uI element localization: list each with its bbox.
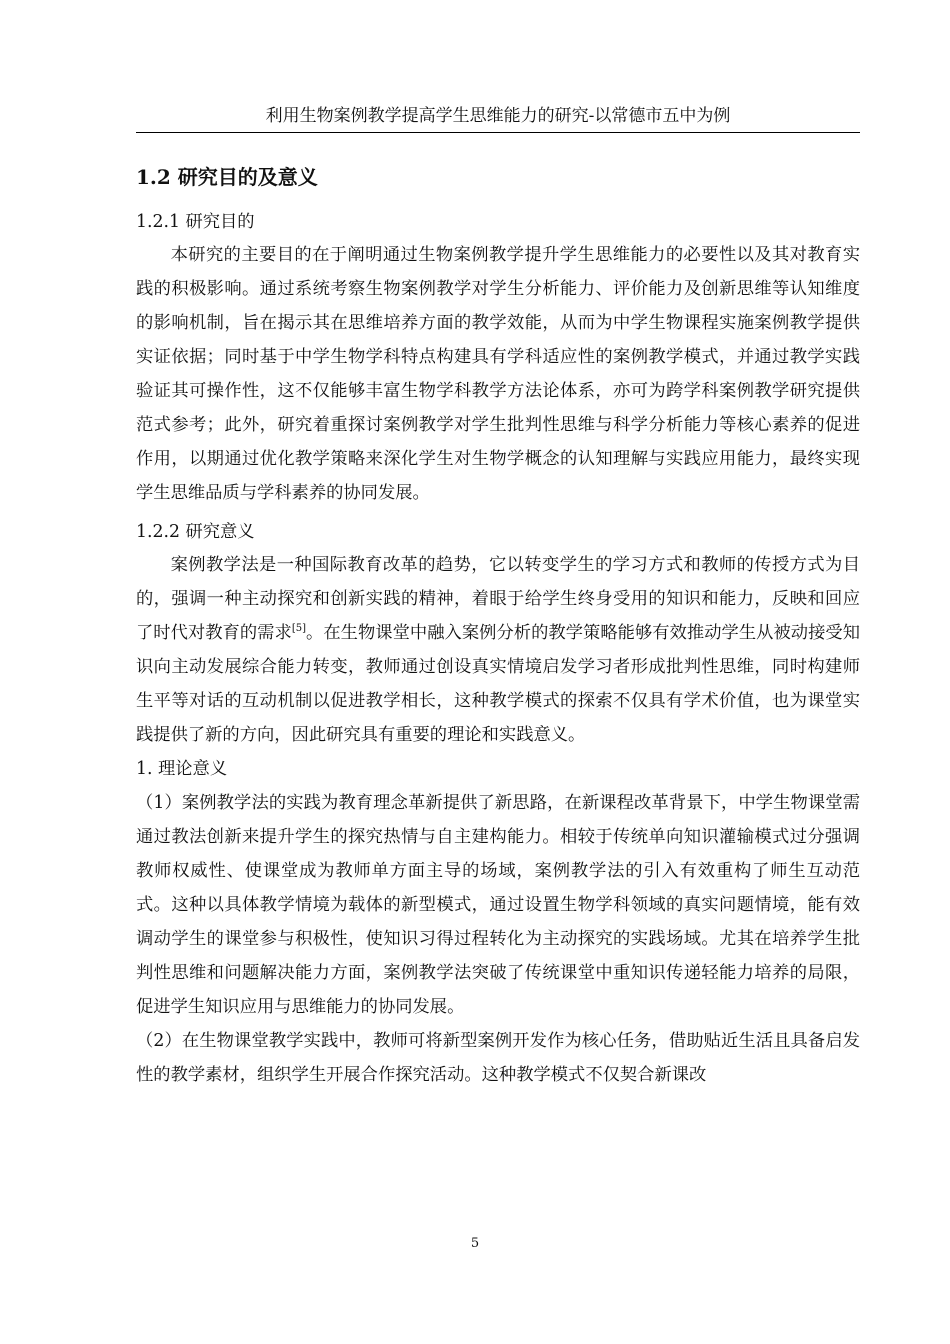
theory-item-2: （2）在生物课堂教学实践中，教师可将新型案例开发作为核心任务，借助贴近生活且具备启发性的教学素材，组织学生开展合作探究活动。这种教学模式不仅契合新课改 (136, 1031, 860, 1085)
subsection-heading-significance: 1.2.2 研究意义 (136, 522, 255, 542)
theory-item-1: （1）案例教学法的实践为教育理念革新提供了新思路，在新课程改革背景下，中学生物课堂需通过教法创新来提升学生的探究热情与自主建构能力。相较于传统单向知识灌输模式过分强调教师权威性、使课堂成为教师单方面主导的场域，案例教学法的引入有效重构了师生互动范式。这种以具体教学情境为载体的新型模式，通过设置生物学科领域的真实问题情境，能有效调动学生的课堂参与积极性，使知识习得过程转化为主动探究的实践场域。尤其在培养学生批判性思维和问题解决能力方面，案例教学法突破了传统课堂中重知识传递轻能力培养的局限，促进学生知识应用与思维能力的协同发展。 (136, 793, 860, 1017)
page-number: 5 (470, 1236, 480, 1251)
theory-significance-title: 1. 理论意义 (136, 759, 228, 779)
significance-text-1: 案例教学法是一种国际教育改革的趋势，它以转变学生的学习方式和教师的传授方式为目的，强调一种主动探究和创新实践的精神，着眼于给学生终身受用的知识和能力，反映和回应了时代对教育的需求 (136, 555, 860, 643)
purpose-paragraph: 本研究的主要目的在于阐明通过生物案例教学提升学生思维能力的必要性以及其对教育实践的积极影响。通过系统考察生物案例教学对学生分析能力、评价能力及创新思维等认知维度的影响机制，旨在揭示其在思维培养方面的教学效能，从而为中学生物课程实施案例教学提供实证依据；同时基于中学生物学科特点构建具有学科适应性的案例教学模式，并通过教学实践验证其可操作性，这不仅能够丰富生物学科教学方法论体系，亦可为跨学科案例教学研究提供范式参考；此外，研究着重探讨案例教学对学生批判性思维与科学分析能力等核心素养的促进作用，以期通过优化教学策略来深化学生对生物学概念的认知理解与实践应用能力，最终实现学生思维品质与学科素养的协同发展。 (136, 245, 860, 503)
running-header: 利用生物案例教学提高学生思维能力的研究-以常德市五中为例 (265, 106, 731, 126)
significance-paragraph (136, 548, 860, 752)
citation-ref: [5] (291, 623, 306, 635)
main-content (136, 160, 860, 1092)
subsection-heading-purpose: 1.2.1 研究目的 (136, 212, 255, 232)
significance-text-2: 。在生物课堂中融入案例分析的教学策略能够有效推动学生从被动接受知识向主动发展综合能力转变，教师通过创设真实情境启发学习者形成批判性思维，同时构建师生平等对话的互动机制以促进教学相长，这种教学模式的探索不仅具有学术价值，也为课堂实践提供了新的方向，因此研究具有重要的理论和实践意义。 (136, 623, 860, 745)
section-heading: 1.2 研究目的及意义 (136, 165, 318, 189)
header-rule (136, 132, 860, 133)
